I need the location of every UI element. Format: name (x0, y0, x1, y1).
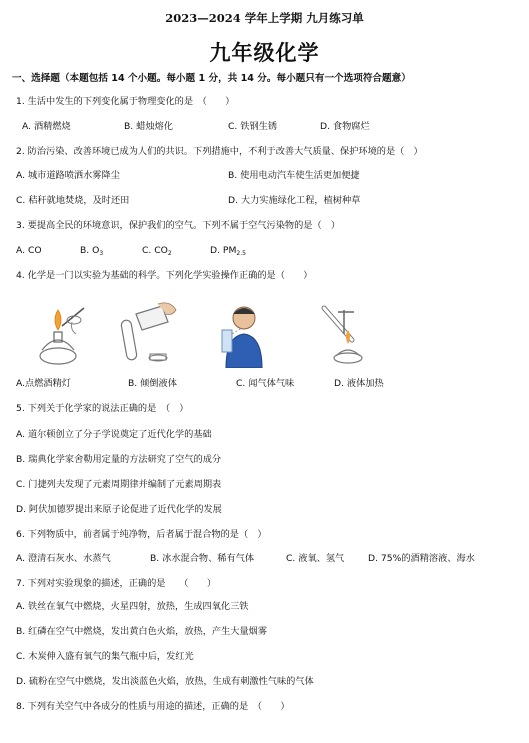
q4-option-a: A.点燃酒精灯 (16, 378, 71, 389)
smelling-gas-image (208, 300, 280, 368)
q5-option-c: C. 门捷列夫发现了元素周期律并编制了元素周期表 (16, 479, 222, 490)
q1-option-c: C. 铁钢生锈 (228, 121, 278, 132)
q4-option-d: D. 液体加热 (334, 378, 384, 389)
q4-option-c: C. 闻气体气味 (236, 378, 295, 389)
question-5: 5. 下列关于化学家的说法正确的是 （ ） (16, 403, 189, 414)
q6-option-d: D. 75%的酒精溶液、海水 (368, 553, 475, 564)
q3-option-c: C. $CO_2$ (142, 245, 172, 257)
q2-option-c: C. 秸秆就地焚烧，及时还田 (16, 195, 130, 206)
page-title: 九年级化学 (209, 40, 320, 65)
question-3: 3. 要提高全民的环境意识，保护我们的空气。下列不属于空气污染物的是（ ） (16, 220, 341, 231)
q2-option-b: B. 使用电动汽车使生活更加便捷 (228, 170, 360, 181)
q5-option-a: A. 道尔顿创立了分子学说奠定了近代化学的基础 (16, 429, 212, 440)
question-7: 7. 下列对实验现象的描述，正确的是 （ ） (16, 578, 217, 589)
q7-option-a: A. 铁丝在氧气中燃烧，火星四射，放热，生成四氧化三铁 (16, 601, 249, 612)
alcohol-lamp-image (22, 300, 94, 368)
question-1: 1. 生活中发生的下列变化属于物理变化的是 （ ） (16, 96, 235, 107)
question-4: 4. 化学是一门以实验为基础的科学。下列化学实验操作正确的是（ ） (16, 270, 313, 281)
q3-option-a: A. CO (16, 245, 42, 256)
q2-option-d: D. 大力实施绿化工程，植树种草 (228, 195, 361, 206)
q6-option-c: C. 液氧、氢气 (286, 553, 345, 564)
q5-option-d: D. 阿伏加德罗提出来原子论促进了近代化学的发展 (16, 504, 222, 515)
q1-option-b: B. 蜡烛熔化 (124, 121, 173, 132)
q7-option-d: D. 硫粉在空气中燃烧，发出淡蓝色火焰，放热，生成有刺激性气味的气体 (16, 676, 314, 687)
question-8: 8. 下列有关空气中各成分的性质与用途的描述，正确的是 （ ） (16, 701, 290, 712)
q5-option-b: B. 瑞典化学家舍勒用定量的方法研究了空气的成分 (16, 454, 222, 465)
experiment-images (22, 300, 362, 370)
section-heading: 一、选择题（本题包括 14 个小题。每小题 1 分，共 14 分。每小题只有一个选项符合题意） (12, 73, 411, 84)
heating-liquid-image (304, 300, 376, 368)
q3-option-b: B. $O_3$ (80, 245, 104, 257)
q1-option-d: D. 食物腐烂 (320, 121, 370, 132)
q1-option-a: A. 酒精燃烧 (22, 121, 71, 132)
question-6: 6. 下列物质中，前者属于纯净物，后者属于混合物的是（ ） (16, 529, 267, 540)
q6-option-b: B. 冰水混合物、稀有气体 (150, 553, 255, 564)
q7-option-b: B. 红磷在空气中燃烧，发出黄白色火焰，放热，产生大量烟雾 (16, 626, 268, 637)
pouring-liquid-image (110, 300, 182, 368)
q7-option-c: C. 木炭伸入盛有氧气的集气瓶中后，发红光 (16, 651, 194, 662)
q6-option-a: A. 澄清石灰水、水蒸气 (16, 553, 111, 564)
q4-option-b: B. 倾倒液体 (128, 378, 177, 389)
q2-option-a: A. 城市道路喷洒水雾降尘 (16, 170, 120, 181)
worksheet-header: 2023—2024 学年上学期 九月练习单 (165, 11, 364, 25)
question-2: 2. 防治污染、改善环境已成为人们的共识。下列措施中，不利于改善大气质量、保护环境的是（ ） (16, 146, 423, 157)
q3-option-d: D. $PM_{2.5}$ (210, 245, 246, 257)
